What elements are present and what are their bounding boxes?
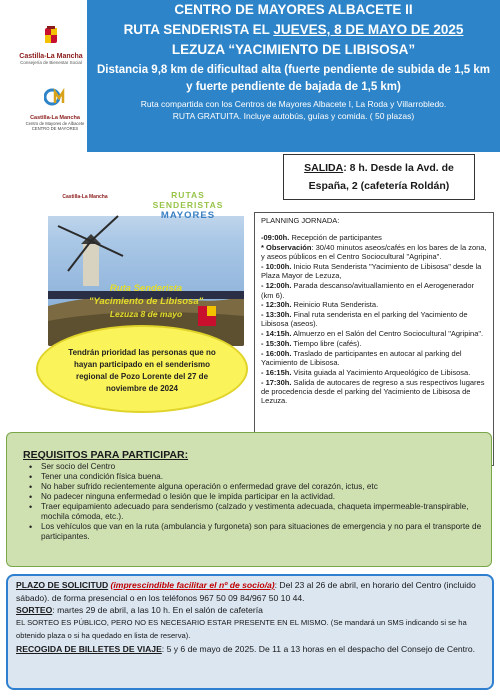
planning-time: -09:00h. [261, 233, 290, 243]
planning-text: : 30/40 minutos aseos/cafés en los bares de la zona, y aseos públicos en el Centro Sociocultural "Agripina". [261, 243, 487, 262]
route-name: LEZUZA “YACIMIENTO DE LIBISOSA” [171, 42, 416, 57]
planning-time: - 16:00h. [261, 348, 292, 358]
planning-time: - 12:30h. [261, 300, 292, 310]
planning-item [261, 339, 487, 348]
planning-item [261, 243, 487, 262]
requirement-item: • Traer equipamiento adecuado para senderismo (calzado y vestimenta adecuada, chaqueta impermeable-transpirable, mochila cómoda, etc.). [41, 502, 483, 522]
planning-item [261, 349, 487, 368]
draw-note: EL SORTEO ES PÚBLICO, PERO NO ES NECESARIO ESTAR PRESENTE EN EL MISMO. (Se mandará un SMS indicando si se ha obtenido plaza o si ha quedado en lista de reserva). [16, 618, 467, 640]
requirements-list [19, 462, 483, 542]
requirement-item: • No padecer ninguna enfermedad o lesión que le impida participar en la actividad. [41, 492, 483, 502]
planning-item [261, 281, 487, 300]
poster-image [48, 156, 244, 346]
requirements-box [6, 432, 492, 567]
poster-caption-3: Lezuza 8 de mayo [109, 309, 183, 319]
poster-brand: Castilla-La Mancha [62, 194, 108, 200]
application-deadline [16, 579, 484, 604]
planning-text: Visita guiada al Yacimiento Arqueológico de Libisosa. [291, 367, 471, 377]
planning-text: Final ruta senderista en el parking del Yacimiento de Libisosa (aseos). [261, 310, 468, 329]
logo2-line1: Castilla-La Mancha [30, 115, 80, 121]
planning-time: - 12:00h. [261, 281, 292, 291]
planning-item [261, 300, 487, 309]
route-date-prefix: RUTA SENDERISTA EL [123, 22, 274, 37]
planning-text: Almuerzo en el Salón del Centro Sociocultural "Agripina". [291, 329, 484, 339]
draw-label: SORTEO [16, 605, 53, 616]
logo2-line2: Centro de Mayores de Albacete [25, 121, 85, 126]
shared-route-note: Ruta compartida con los Centros de Mayores Albacete I, La Roda y Villarrobledo. [140, 99, 447, 109]
cm-mark-icon [44, 86, 66, 108]
requirements-title: REQUISITOS PARA PARTICIPAR: [23, 449, 189, 461]
poster-caption-1: Ruta Senderista [109, 283, 183, 294]
planning-time: - 13:30h. [261, 310, 292, 320]
planning-item [261, 310, 487, 329]
planning-item [261, 378, 487, 406]
planning-text: Inicio Ruta Senderista "Yacimiento de Libisosa" desde la Plaza Mayor de Lezuza, [261, 262, 482, 281]
poster-rutas: RUTAS [171, 190, 205, 200]
requirement-item: • Ser socio del Centro [41, 462, 483, 472]
departure-text: : 8 h. Desde la Avd. de España, 2 (cafetería Roldán) [308, 162, 454, 192]
planning-item [261, 233, 487, 242]
route-date-line [87, 20, 500, 40]
header [0, 0, 500, 152]
deadline-note: (imprescindible facilitar el nº de socio/a) [110, 580, 275, 590]
header-banner [87, 0, 500, 152]
planning-text: Recepción de participantes [289, 233, 382, 243]
planning-text: Traslado de participantes en autocar al parking del Yacimiento de Libisosa. [261, 348, 462, 368]
castilla-la-mancha-logo [18, 26, 84, 65]
planning-time: * Observación [261, 243, 312, 253]
planning-text: Reinicio Ruta Senderista. [291, 300, 379, 310]
planning-title: PLANNING JORNADA: [261, 216, 340, 225]
planning-time: - 14:15h. [261, 329, 292, 339]
coat-of-arms-icon [40, 26, 62, 46]
application-info-box [6, 574, 494, 690]
poster-senderistas: SENDERISTAS [152, 200, 224, 210]
planning-text: Parada descanso/avituallamiento en el Aerogenerador (km 6). [261, 281, 475, 300]
planning-time: - 10:00h. [261, 262, 292, 272]
requirement-item: • No haber sufrido recientemente alguna operación o enfermedad grave del corazón, ictus, etc [41, 482, 483, 492]
poster-caption-2: "Yacimiento de Libisosa" [88, 296, 204, 307]
planning-item [261, 329, 487, 338]
planning-time: - 16:15h. [261, 367, 292, 377]
center-title: CENTRO DE MAYORES ALBACETE II [174, 2, 413, 17]
planning-item [261, 262, 487, 281]
planning-time: - 15:30h. [261, 339, 292, 349]
route-date: JUEVES, 8 DE MAYO DE 2025 [273, 22, 464, 37]
priority-note: Tendrán prioridad las personas que no hayan participado en el senderismo regional de Pozo Lorente del 27 de noviembre de 2024 [36, 325, 248, 413]
ticket-pickup [16, 643, 484, 656]
requirement-item: • Tener una condición física buena. [41, 472, 483, 482]
deadline-label: PLAZO DE SOLICITUD [16, 580, 109, 590]
planning-time: - 17:30h. [261, 377, 292, 387]
departure-label: SALIDA [304, 162, 344, 174]
poster-mayores: MAYORES [160, 210, 216, 221]
planning-box [254, 212, 494, 466]
draw-text: : martes 29 de abril, a las 10 h. En el salón de cafetería [52, 605, 263, 616]
pickup-text: : 5 y 6 de mayo de 2025. De 11 a 13 horas en el despacho del Consejo de Centro. [161, 643, 476, 654]
route-distance: Distancia 9,8 km de dificultad alta (fuerte pendiente de subida de 1,5 km y fuerte pendiente de bajada de 1,5 km) [96, 64, 491, 93]
deadline-text: : Del 23 al 26 de abril, en horario del Centro (incluido sábado). de forma presencial o en los teléfonos 967 50 09 84/967 50 10 44. [16, 580, 476, 603]
poster-title [143, 190, 233, 221]
logo2-line3: CENTRO DE MAYORES [31, 126, 79, 131]
pickup-label: RECOGIDA DE BILLETES DE VIAJE [16, 643, 162, 654]
free-route-note: RUTA GRATUITA. Incluye autobús, guías y comida. ( 50 plazas) [172, 111, 415, 121]
planning-text: Salida de autocares de regreso a sus respectivos lugares de procedencia desde el parking del Yacimiento de Libisosa de Lezuza. [261, 377, 485, 406]
planning-text: Tiempo libre (cafés). [291, 339, 362, 349]
centro-mayores-logo [24, 86, 86, 131]
logo-name: Castilla-La Mancha [19, 53, 83, 60]
logo-subtitle: Consejería de Bienestar Social [20, 60, 82, 65]
requirement-item: • Los vehículos que van en la ruta (ambulancia y furgoneta) son para situaciones de emergencia y no para el transporte de participantes. [41, 522, 483, 542]
departure-box [283, 154, 475, 200]
planning-item [261, 368, 487, 377]
draw-info [16, 604, 484, 617]
